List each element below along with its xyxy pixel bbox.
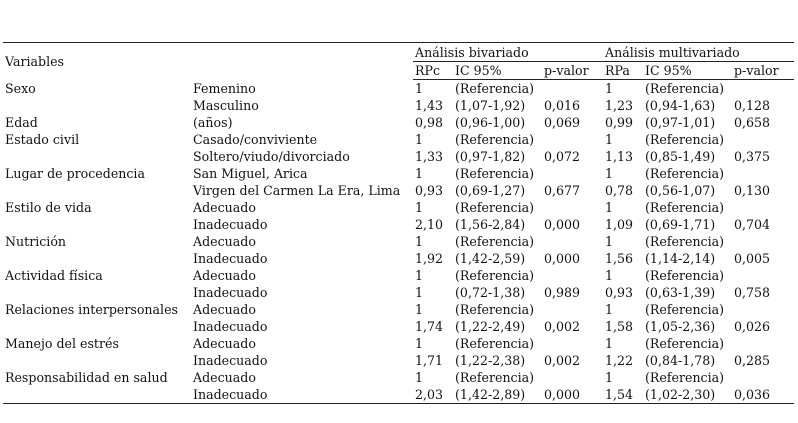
- cell-rpa: 0,78: [605, 183, 634, 198]
- cell-rpa: 1: [605, 166, 614, 181]
- cell-ic-bivariate: (1,42-2,89): [453, 386, 542, 404]
- cell-rpa: 1,22: [605, 353, 634, 368]
- cell-ic-multivariate: (Referencia): [645, 370, 725, 385]
- cell-variable: [3, 250, 191, 267]
- cell-rpa: 1,58: [605, 319, 634, 334]
- cell-ic-multivariate: (0,63-1,39): [645, 285, 716, 300]
- cell-rpa: 1: [605, 234, 614, 249]
- cell-ic-multivariate: (Referencia): [645, 200, 725, 215]
- cell-rpc: 1: [415, 234, 424, 249]
- cell-category: Adecuado: [193, 302, 256, 317]
- table-row: [3, 165, 794, 182]
- cell-category: Virgen del Carmen La Era, Lima: [193, 183, 401, 198]
- cell-p-bivariate: 0,069: [544, 115, 581, 130]
- table-row: [3, 369, 794, 386]
- cell-variable: [3, 386, 191, 404]
- cell-p-bivariate: [542, 233, 603, 250]
- cell-p-bivariate: [542, 131, 603, 148]
- cell-ic-bivariate: (Referencia): [455, 81, 535, 96]
- cell-p-multivariate: [732, 369, 794, 386]
- cell-p-bivariate: 0,000: [544, 251, 581, 266]
- header-row-groups: [3, 43, 794, 62]
- header-rpc: RPc: [413, 62, 453, 80]
- cell-rpa: 1: [605, 81, 614, 96]
- cell-rpc: 1,74: [415, 319, 444, 334]
- cell-p-bivariate: [542, 80, 603, 98]
- cell-ic-multivariate: (1,02-2,30): [643, 386, 732, 404]
- cell-ic-bivariate: (Referencia): [455, 234, 535, 249]
- cell-ic-multivariate: (1,14-2,14): [645, 251, 716, 266]
- cell-ic-bivariate: (Referencia): [455, 132, 535, 147]
- cell-variable: [3, 216, 191, 233]
- cell-variable: Estado civil: [5, 132, 80, 147]
- cell-p-multivariate: 0,758: [734, 285, 771, 300]
- cell-ic-multivariate: (0,69-1,71): [645, 217, 716, 232]
- table-row: [3, 284, 794, 301]
- cell-rpc: 0,98: [415, 115, 444, 130]
- cell-ic-bivariate: (Referencia): [455, 336, 535, 351]
- cell-category: Adecuado: [193, 268, 256, 283]
- cell-category: Masculino: [193, 98, 259, 113]
- table-row: [3, 216, 794, 233]
- header-bivariate: Análisis bivariado: [413, 43, 603, 62]
- cell-variable: Actividad física: [5, 268, 103, 283]
- cell-p-multivariate: [732, 165, 794, 182]
- table-row: [3, 318, 794, 335]
- header-ic-bivariate: IC 95%: [453, 62, 542, 80]
- table-row: [3, 114, 794, 131]
- cell-p-bivariate: [542, 165, 603, 182]
- cell-p-multivariate: 0,128: [734, 98, 771, 113]
- table-row: [3, 233, 794, 250]
- table-row: [3, 97, 794, 114]
- cell-ic-multivariate: (0,56-1,07): [645, 183, 716, 198]
- cell-category: San Miguel, Arica: [193, 166, 308, 181]
- cell-variable: Sexo: [5, 80, 36, 96]
- cell-p-multivariate: [732, 131, 794, 148]
- cell-rpc: 1,92: [415, 251, 444, 266]
- cell-p-bivariate: [542, 369, 603, 386]
- cell-ic-multivariate: (0,84-1,78): [645, 353, 716, 368]
- cell-category: Adecuado: [193, 200, 256, 215]
- table-row: [3, 131, 794, 148]
- cell-ic-bivariate: (Referencia): [455, 302, 535, 317]
- cell-rpc: 1: [415, 81, 424, 96]
- cell-p-bivariate: 0,677: [544, 183, 581, 198]
- cell-p-multivariate: 0,658: [734, 115, 771, 130]
- cell-p-multivariate: 0,285: [734, 353, 771, 368]
- table-row: [3, 199, 794, 216]
- cell-variable: Edad: [5, 115, 38, 130]
- cell-category: Inadecuado: [193, 251, 268, 266]
- cell-rpc: 1: [415, 200, 424, 215]
- cell-variable: Lugar de procedencia: [5, 166, 145, 181]
- cell-ic-bivariate: (0,96-1,00): [455, 115, 526, 130]
- cell-p-multivariate: [732, 199, 794, 216]
- cell-p-bivariate: 0,989: [544, 285, 581, 300]
- cell-ic-bivariate: (0,97-1,82): [455, 149, 526, 164]
- results-table: [3, 42, 794, 404]
- cell-rpa: 1: [605, 132, 614, 147]
- header-multivariate: Análisis multivariado: [603, 43, 794, 62]
- cell-p-bivariate: 0,002: [544, 353, 581, 368]
- header-p-multivariate: p-valor: [732, 62, 794, 80]
- cell-ic-bivariate: (1,22-2,49): [455, 319, 526, 334]
- table-row: [3, 148, 794, 165]
- table-row: [3, 352, 794, 369]
- cell-variable: Responsabilidad en salud: [5, 370, 168, 385]
- cell-ic-bivariate: (1,42-2,59): [455, 251, 526, 266]
- header-variables: Variables: [3, 43, 413, 80]
- cell-variable: Manejo del estrés: [5, 336, 119, 351]
- cell-ic-bivariate: (1,22-2,38): [455, 353, 526, 368]
- table-row: [3, 301, 794, 318]
- cell-p-multivariate: 0,375: [734, 149, 771, 164]
- cell-variable: Relaciones interpersonales: [5, 302, 178, 317]
- cell-category: Inadecuado: [193, 353, 268, 368]
- table-body: [3, 80, 794, 404]
- table-row: [3, 386, 794, 404]
- cell-variable: [3, 352, 191, 369]
- cell-variable: [3, 318, 191, 335]
- cell-ic-bivariate: (1,07-1,92): [455, 98, 526, 113]
- cell-rpa: 1,09: [605, 217, 634, 232]
- cell-category: Inadecuado: [193, 319, 268, 334]
- cell-ic-multivariate: (Referencia): [645, 81, 725, 96]
- header-ic-multivariate: IC 95%: [643, 62, 732, 80]
- cell-ic-multivariate: (Referencia): [645, 166, 725, 181]
- cell-rpc: 1: [415, 370, 424, 385]
- table-row: [3, 250, 794, 267]
- cell-p-bivariate: 0,002: [544, 319, 581, 334]
- cell-p-bivariate: 0,000: [544, 217, 581, 232]
- cell-rpc: 2,10: [415, 217, 444, 232]
- table-header: [3, 43, 794, 80]
- results-table-container: [3, 42, 794, 404]
- cell-category: Inadecuado: [191, 386, 413, 404]
- cell-ic-bivariate: (0,72-1,38): [455, 285, 526, 300]
- cell-category: Adecuado: [193, 234, 256, 249]
- cell-rpc: 1: [415, 302, 424, 317]
- cell-p-multivariate: [732, 267, 794, 284]
- cell-rpc: 0,93: [415, 183, 444, 198]
- cell-ic-multivariate: (0,85-1,49): [645, 149, 716, 164]
- cell-rpc: 1: [415, 268, 424, 283]
- cell-p-bivariate: [542, 267, 603, 284]
- cell-p-multivariate: 0,130: [734, 183, 771, 198]
- cell-ic-multivariate: (0,97-1,01): [645, 115, 716, 130]
- cell-category: Adecuado: [193, 370, 256, 385]
- cell-p-bivariate: 0,000: [542, 386, 603, 404]
- cell-rpa: 0,93: [605, 285, 634, 300]
- cell-rpc: 1,43: [415, 98, 444, 113]
- cell-p-multivariate: [732, 80, 794, 98]
- cell-p-multivariate: [732, 233, 794, 250]
- table-row: [3, 267, 794, 284]
- cell-p-bivariate: [542, 301, 603, 318]
- cell-rpc: 1: [415, 336, 424, 351]
- cell-variable: Estilo de vida: [5, 200, 92, 215]
- cell-ic-bivariate: (0,69-1,27): [455, 183, 526, 198]
- cell-variable: Nutrición: [5, 234, 67, 249]
- cell-rpc: 2,03: [413, 386, 453, 404]
- cell-variable: [3, 284, 191, 301]
- cell-rpa: 1,56: [605, 251, 634, 266]
- cell-rpc: 1,71: [415, 353, 444, 368]
- cell-p-bivariate: [542, 199, 603, 216]
- table-row: [3, 182, 794, 199]
- cell-category: Inadecuado: [193, 217, 268, 232]
- cell-rpa: 0,99: [605, 115, 634, 130]
- cell-rpa: 1: [605, 302, 614, 317]
- cell-ic-multivariate: (Referencia): [645, 268, 725, 283]
- cell-p-multivariate: 0,026: [734, 319, 771, 334]
- cell-ic-bivariate: (Referencia): [455, 200, 535, 215]
- cell-rpc: 1: [415, 166, 424, 181]
- cell-variable: [3, 97, 191, 114]
- cell-variable: [3, 182, 191, 199]
- cell-p-bivariate: 0,016: [544, 98, 581, 113]
- table-row: [3, 335, 794, 352]
- cell-category: Casado/conviviente: [193, 132, 318, 147]
- cell-p-multivariate: 0,005: [734, 251, 771, 266]
- cell-p-multivariate: 0,704: [734, 217, 771, 232]
- cell-rpa: 1,13: [605, 149, 634, 164]
- table-row: [3, 80, 794, 98]
- cell-rpa: 1: [605, 200, 614, 215]
- cell-variable: [3, 148, 191, 165]
- cell-category: Femenino: [193, 80, 256, 96]
- cell-p-multivariate: [732, 335, 794, 352]
- cell-ic-multivariate: (1,05-2,36): [645, 319, 716, 334]
- cell-ic-multivariate: (0,94-1,63): [645, 98, 716, 113]
- cell-rpa: 1,23: [605, 98, 634, 113]
- cell-ic-bivariate: (Referencia): [455, 268, 535, 283]
- cell-category: Adecuado: [193, 336, 256, 351]
- cell-rpa: 1: [605, 370, 614, 385]
- cell-rpa: 1,54: [603, 386, 643, 404]
- cell-rpa: 1: [605, 336, 614, 351]
- cell-ic-multivariate: (Referencia): [645, 302, 725, 317]
- header-rpa: RPa: [603, 62, 643, 80]
- header-p-bivariate: p-valor: [542, 62, 603, 80]
- cell-rpa: 1: [605, 268, 614, 283]
- cell-ic-bivariate: (Referencia): [455, 370, 535, 385]
- cell-p-multivariate: 0,036: [732, 386, 794, 404]
- cell-ic-multivariate: (Referencia): [645, 132, 725, 147]
- cell-p-multivariate: [732, 301, 794, 318]
- cell-ic-multivariate: (Referencia): [645, 336, 725, 351]
- cell-ic-multivariate: (Referencia): [645, 234, 725, 249]
- cell-category: Inadecuado: [193, 285, 268, 300]
- cell-category: Soltero/viudo/divorciado: [193, 149, 350, 164]
- cell-p-bivariate: 0,072: [544, 149, 581, 164]
- cell-p-bivariate: [542, 335, 603, 352]
- cell-rpc: 1,33: [415, 149, 444, 164]
- cell-ic-bivariate: (Referencia): [455, 166, 535, 181]
- cell-ic-bivariate: (1,56-2,84): [455, 217, 526, 232]
- cell-rpc: 1: [415, 285, 424, 300]
- cell-category: (años): [193, 115, 233, 130]
- cell-rpc: 1: [415, 132, 424, 147]
